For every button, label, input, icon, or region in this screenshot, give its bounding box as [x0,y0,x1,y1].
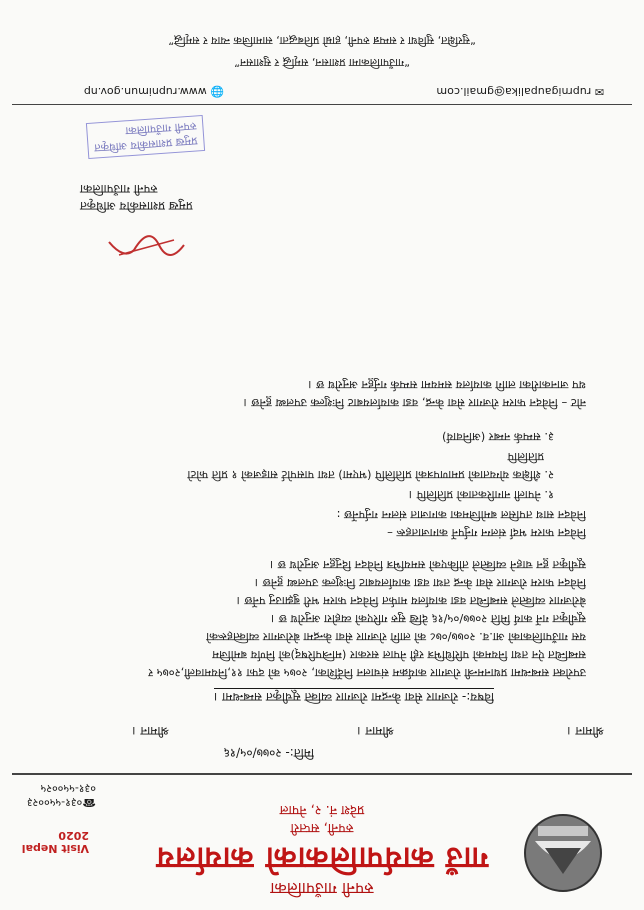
body-line-3: यस गाउँपालिकाको आ.व. २०७७/०७८ को लागि रोजगार सेवा केन्द्रमा बेरोजगार व्यक्तिहरूको [206,630,586,644]
doc-item-2: २. शैक्षिक योग्यताको प्रमाणपत्रको प्रतिलिपि (भएमा) तथा पासपोर्ट साइजको १ प्रति फोटो [187,468,554,482]
body-line-6: निवेदन फारम रोजगार सेवा केन्द्र तथा वडा कार्यालयबाट निःशुल्क उपलब्ध हुनेछ । [254,576,586,590]
signature-image [99,230,189,270]
header-rule [12,773,632,775]
phone-1: ☎०३१-५५००२३ [26,796,96,809]
body-line-7: सूचीकृत हुन चाहने व्यक्तिले तोकिएको समयभित्र निवेदन दिनुहुन अनुरोध छ । [269,558,586,572]
doc-item-1: १. नेपाली नागरिकताको प्रतिलिपि । [408,488,554,502]
date: मिति:- २०७७/०५/१६ [223,746,314,760]
office-province: प्रदेश नं. २, नेपाल [279,802,365,817]
municipality-name: रुपनी गाउँपालिका [270,879,374,898]
recipient-2: श्रीमान । [357,724,394,738]
globe-icon: 🌐 [210,85,224,98]
docs-intro-1: निवेदन फारम भर्दा संलग्न गर्नुपर्ने कागजातहरू – [387,526,586,540]
office-stamp: प्रमुख प्रशासकीय अधिकृत रुपनी गाउँपालिका [86,115,205,159]
office-title: गाउँ कार्यपालिकाको कार्यालय [155,840,489,875]
body-line-5: बेरोजगार व्यक्तिले सम्बन्धित वडा कार्यालय मार्फत निवेदन फारम भरी बुझाउनु पर्नेछ । [236,594,586,608]
phone-2: ०३१-५५००२५ [40,782,96,795]
body-line-1: उपरोक्त सम्बन्धमा प्रधानमन्त्री रोजगार कार्यक्रम संचालन निर्देशिका, २०७५ को दफा ११,नियमावली,२०७५ र [148,666,586,680]
body-line-4: सूचीकृत गर्ने कार्य मिति २०७७/०५/१६ देखि सुरु गरिएको व्यहोरा अनुरोध छ । [270,612,586,626]
footer-email: ✉ ruprnigaupalika@gmail.com [436,85,604,98]
footer-slogan-1: “गाउँपालिकामा प्रशासन, समृद्धि र सुशासन” [234,56,410,69]
signatory-name: प्रमुख प्रशासकीय अधिकृत [80,199,193,213]
body-line-2: सम्बन्धित ऐन तथा नियमको परिधिभित्र रही नेपाल सरकार (मन्त्रिपरिषद्)को निर्णय बमोजिम [212,648,586,662]
note-line-2: थप जानकारीका लागि कार्यालय समयमा सम्पर्क गर्नुहुन अनुरोध छ । [308,378,586,392]
footer-website: 🌐 www.rupnimun.gov.np [83,85,224,98]
office-location: रुपनी, सप्तरी [290,820,354,835]
visit-nepal-logo: Visit Nepal 2020 [21,829,89,855]
mail-icon: ✉ [594,85,604,98]
doc-item-3: ३. सम्पर्क नम्बर (अनिवार्य) [442,430,554,444]
footer-rule [12,104,632,105]
recipient-1: श्रीमान । [567,724,604,738]
doc-item-2-cont: प्रतिलिपि [507,450,544,464]
footer-slogan-2: “सुरक्षित, सुविधा र सम्पन्न रुपनी, हाम्रो प्रतिबद्धता, सामाजिक न्याय र समृद्धि” [168,34,476,47]
docs-intro-2: निवेदन साथ तपसिल बमोजिमका कागजात संलग्न गर्नुपर्नेछ : [336,508,586,522]
recipient-3: श्रीमान । [132,724,169,738]
subject: विषय:- रोजगार सेवा केन्द्रमा रोजगार व्यक्ति सूचीकृत सम्बन्धमा । [213,690,494,704]
signatory-title: रुपनी गाउँपालिका [80,182,158,196]
note-line-1: नोट – निवेदन फारम रोजगार सेवा केन्द्र, वडा कार्यालयबाट निःशुल्क उपलब्ध हुनेछ । [243,396,586,410]
